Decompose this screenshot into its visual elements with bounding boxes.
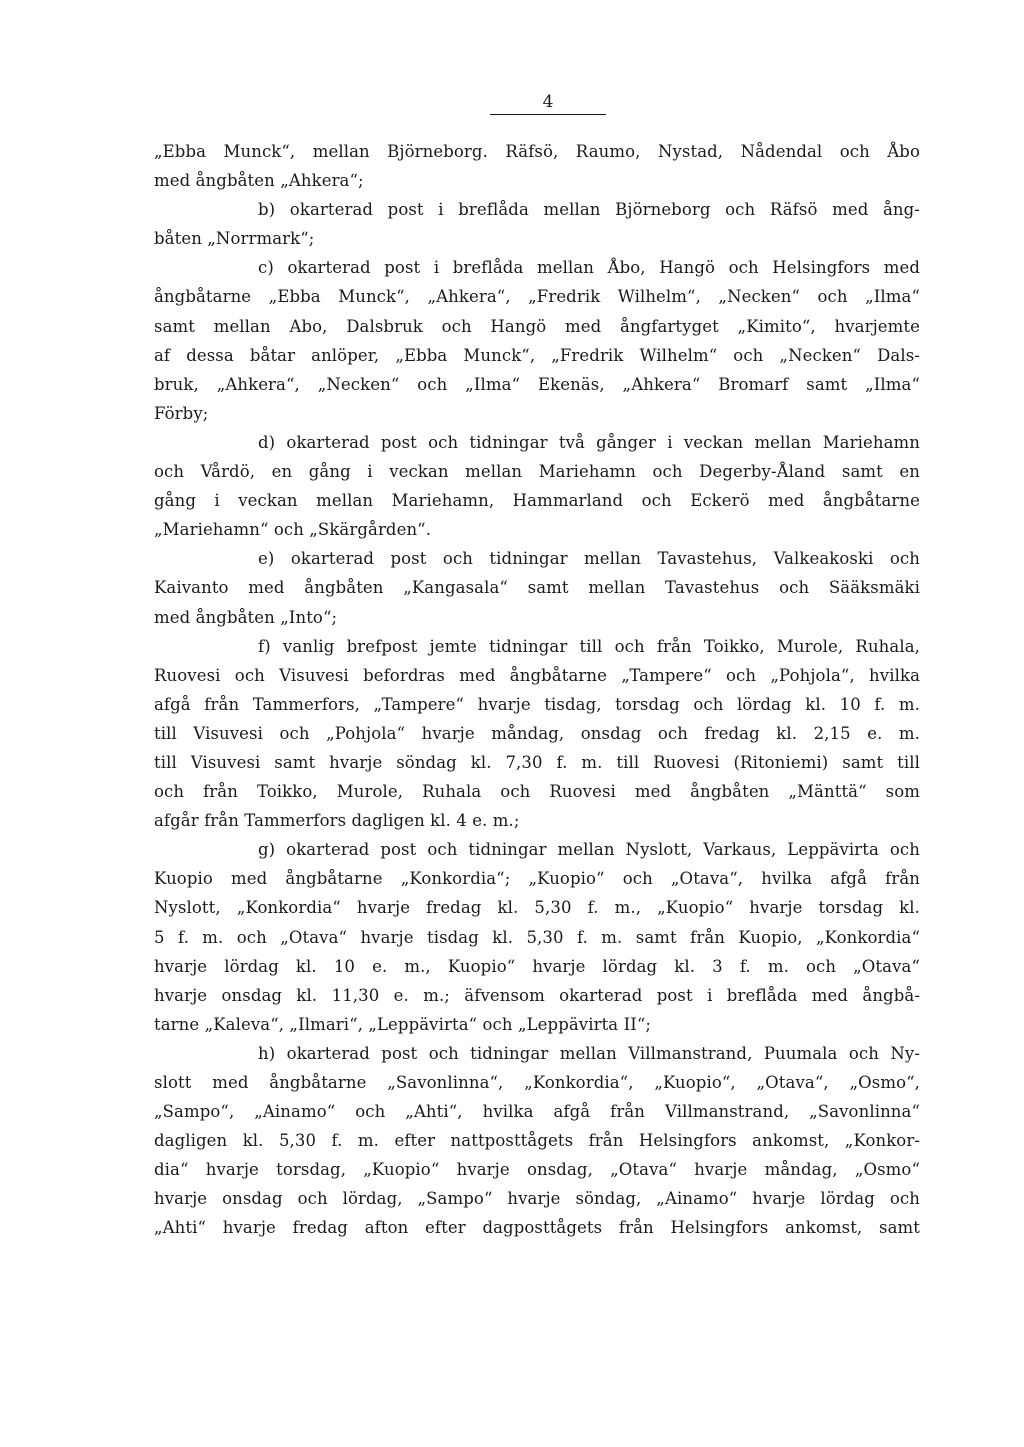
- text-line: „Ebba Munck“, mellan Björneborg. Räfsö, Raumo, Nystad, Nådendal och Åbo: [154, 142, 920, 161]
- text-line: g) okarterad post och tidningar mellan Nyslott, Varkaus, Leppävirta och: [258, 840, 920, 860]
- text-line: Nyslott, „Konkordia“ hvarje fredag kl. 5,30 f. m., „Kuopio“ hvarje torsdag kl.: [154, 898, 920, 918]
- text-line: dia“ hvarje torsdag, „Kuopio“ hvarje onsdag, „Otava“ hvarje måndag, „Osmo“: [154, 1160, 920, 1180]
- text-line: b) okarterad post i breflåda mellan Björneborg och Räfsö med ång-: [258, 200, 920, 220]
- text-line: och Vårdö, en gång i veckan mellan Mariehamn och Degerby-Åland samt en: [154, 462, 920, 482]
- text-line: tarne „Kaleva“, „Ilmari“, „Leppävirta“ och „Leppävirta II“;: [154, 1014, 652, 1034]
- text-line: samt mellan Abo, Dalsbruk och Hangö med ångfartyget „Kimito“, hvarjemte: [154, 316, 920, 336]
- text-line: Kuopio med ångbåtarne „Konkordia“; „Kuopio“ och „Otava“, hvilka afgå från: [154, 869, 920, 889]
- text-line: hvarje onsdag och lördag, „Sampo“ hvarje söndag, „Ainamo“ hvarje lördag och: [154, 1189, 920, 1209]
- text-line: af dessa båtar anlöper, „Ebba Munck“, „Fredrik Wilhelm“ och „Necken“ Dals-: [154, 345, 920, 365]
- text-line: Förby;: [154, 403, 209, 423]
- text-line: f) vanlig brefpost jemte tidningar till och från Toikko, Murole, Ruhala,: [258, 636, 920, 656]
- text-line: hvarje lördag kl. 10 e. m., Kuopio“ hvarje lördag kl. 3 f. m. och „Otava“: [154, 956, 920, 976]
- text-line: bruk, „Ahkera“, „Necken“ och „Ilma“ Ekenäs, „Ahkera“ Bromarf samt „Ilma“: [154, 374, 920, 394]
- text-line: afgår från Tammerfors dagligen kl. 4 e. m.;: [154, 811, 520, 831]
- text-line: afgå från Tammerfors, „Tampere“ hvarje tisdag, torsdag och lördag kl. 10 f. m.: [154, 694, 920, 714]
- text-line: till Visuvesi och „Pohjola“ hvarje måndag, onsdag och fredag kl. 2,15 e. m.: [154, 723, 920, 743]
- text-line: d) okarterad post och tidningar två gånger i veckan mellan Mariehamn: [258, 432, 920, 452]
- text-line: gång i veckan mellan Mariehamn, Hammarland och Eckerö med ångbåtarne: [154, 491, 920, 511]
- text-line: hvarje onsdag kl. 11,30 e. m.; äfvensom okarterad post i breflåda med ångbå-: [154, 985, 920, 1005]
- text-line: 5 f. m. och „Otava“ hvarje tisdag kl. 5,30 f. m. samt från Kuopio, „Konkordia“: [154, 927, 920, 947]
- text-line: med ångbåten „Ahkera“;: [154, 171, 364, 191]
- body-text: [154, 137, 920, 1243]
- text-line: båten „Norrmark“;: [154, 229, 315, 249]
- text-line: till Visuvesi samt hvarje söndag kl. 7,30 f. m. till Ruovesi (Ritoniemi) samt till: [154, 752, 920, 772]
- text-line: „Ahti“ hvarje fredag afton efter dagposttågets från Helsingfors ankomst, samt: [154, 1218, 920, 1238]
- text-line: „Mariehamn“ och „Skärgården“.: [154, 520, 432, 540]
- text-line: Kaivanto med ångbåten „Kangasala“ samt mellan Tavastehus och Sääksmäki: [154, 578, 920, 598]
- text-line: „Sampo“, „Ainamo“ och „Ahti“, hvilka afgå från Villmanstrand, „Savonlinna“: [154, 1102, 920, 1122]
- text-line: slott med ångbåtarne „Savonlinna“, „Konkordia“, „Kuopio“, „Otava“, „Osmo“,: [154, 1073, 920, 1092]
- text-line: dagligen kl. 5,30 f. m. efter nattposttågets från Helsingfors ankomst, „Konkor-: [154, 1131, 920, 1151]
- text-line: c) okarterad post i breflåda mellan Åbo, Hangö och Helsingfors med: [258, 258, 920, 278]
- text-line: e) okarterad post och tidningar mellan Tavastehus, Valkeakoski och: [258, 549, 920, 569]
- text-line: ångbåtarne „Ebba Munck“, „Ahkera“, „Fredrik Wilhelm“, „Necken“ och „Ilma“: [154, 287, 920, 307]
- page-number: 4: [490, 92, 606, 115]
- text-line: med ångbåten „Into“;: [154, 607, 338, 627]
- text-line: h) okarterad post och tidningar mellan Villmanstrand, Puumala och Ny-: [258, 1043, 920, 1063]
- text-line: Ruovesi och Visuvesi befordras med ångbåtarne „Tampere“ och „Pohjola“, hvilka: [154, 665, 920, 685]
- text-line: och från Toikko, Murole, Ruhala och Ruovesi med ångbåten „Mänttä“ som: [154, 782, 920, 802]
